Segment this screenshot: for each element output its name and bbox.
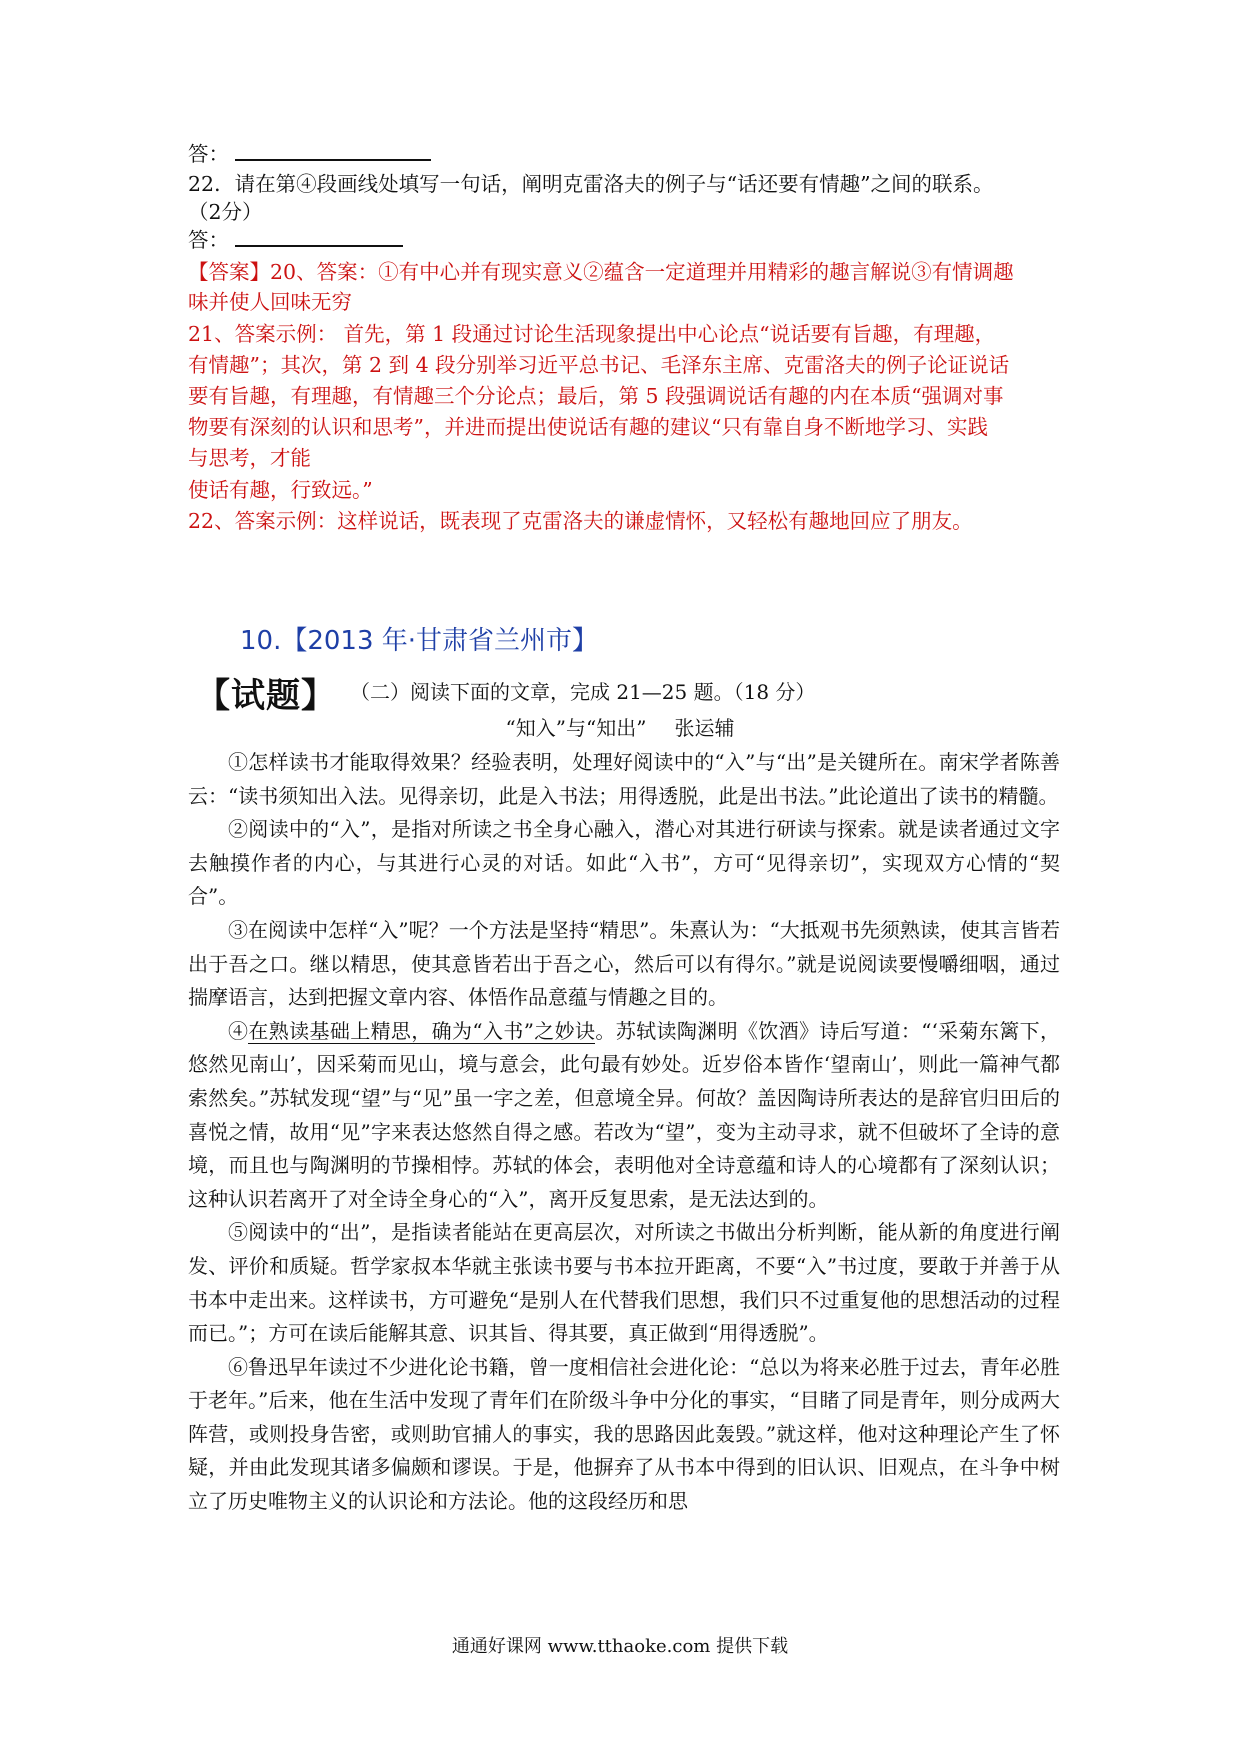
answer-text-line: 【答案】20、答案：①有中心并有现实意义②蕴含一定道理并用精彩的趣言解说③有情调趣	[188, 260, 1014, 284]
underlined-sentence: 在熟读基础上精思，确为“入书”之妙诀	[248, 1018, 596, 1043]
paragraph-4	[188, 1015, 1060, 1217]
article-title-text: “知入”与“知出”	[505, 716, 647, 740]
answer-blank	[235, 245, 403, 247]
answer-text-line: 有情趣”；其次，第 2 到 4 段分别举习近平总书记、毛泽东主席、克雷洛夫的例子论证说话	[188, 353, 1010, 377]
section-heading: 10.【2013 年·甘肃省兰州市】	[240, 626, 599, 656]
page-footer: 通通好课网 www.tthaoke.com 提供下载	[451, 1636, 789, 1657]
question-22: 22．请在第④段画线处填写一句话，阐明克雷洛夫的例子与“话还要有情趣”之间的联系。	[188, 172, 994, 196]
answer-text-line: 物要有深刻的认识和思考”，并进而提出使说话有趣的建议“只有靠自身不断地学习、实践	[188, 415, 988, 439]
answer-text-line: 与思考，才能	[188, 446, 311, 470]
paragraph-1: ①怎样读书才能取得效果？经验表明，处理好阅读中的“入”与“出”是关键所在。南宋学者陈善云：“读书须知出入法。见得亲切，此是入书法；用得透脱，此是出书法。”此论道出了读书的精髓。	[188, 750, 1060, 808]
paragraph-3: ③在阅读中怎样“入”呢？一个方法是坚持“精思”。朱熹认为：“大抵观书先须熟读，使其言皆若出于吾之口。继以精思，使其意皆若出于吾之心，然后可以有得尔。”就是说阅读要慢嚼细咽，通过揣摩语言，达到把握文章内容、体悟作品意蕴与情趣之目的。	[188, 917, 1060, 1010]
reading-instructions: （二）阅读下面的文章，完成 21—25 题。（18 分）	[350, 680, 816, 704]
answer-text-line: 22、答案示例：这样说话，既表现了克雷洛夫的谦虚情怀，又轻松有趣地回应了朋友。	[188, 509, 973, 533]
answer-text-line: 21、答案示例： 首先，第 1 段通过讨论生活现象提出中心论点“说话要有旨趣，有理趣，	[188, 322, 996, 346]
paragraph-2: ②阅读中的“入”，是指对所读之书全身心融入，潜心对其进行研读与探索。就是读者通过文字去触摸作者的内心，与其进行心灵的对话。如此“入书”，方可“见得亲切”，实现双方心情的“契合”。	[188, 817, 1060, 909]
paragraph-5: ⑤阅读中的“出”，是指读者能站在更高层次，对所读之书做出分析判断，能从新的角度进行阐发、评价和质疑。哲学家叔本华就主张读书要与书本拉开距离，不要“入”书过度，要敢于并善于从书本中走出来。这样读书，方可避免“是别人在代替我们思想，我们只不过重复他的思想活动的过程而已。”；方可在读后能解其意、识其旨、得其要，真正做到“用得透脱”。	[188, 1220, 1060, 1346]
answer-text-line: 味并使人回味无穷	[188, 290, 352, 314]
article-author: 张运辅	[674, 716, 735, 740]
paragraph-4-number: ④	[228, 1018, 249, 1043]
answer-blank	[235, 159, 431, 161]
question-22-score: （2分）	[188, 200, 263, 224]
paragraph-4-rest: 。苏轼读陶渊明《饮酒》诗后写道：“‘采菊东篱下，悠然见南山’，因采菊而见山，境与意会，此句最有妙处。近岁俗本皆作‘望南山’，则此一篇神气都索然矣。”苏轼发现“望”与“见”虽一字之差，但意境全异。何故？盖因陶诗所表达的是辞官归田后的喜悦之情，故用“见”字来表达悠然自得之感。若改为“望”，变为主动寻求，就不但破坏了全诗的意境，而且也与陶渊明的节操相悖。苏轼的体会，表明他对全诗意蕴和诗人的心境都有了深刻认识；这种认识若离开了对全诗全身心的“入”，离开反复思索，是无法达到的。	[188, 1018, 1060, 1211]
answer-line-1	[188, 138, 1060, 170]
article-body	[188, 746, 1060, 1519]
answer-label: 答：	[188, 142, 229, 166]
paragraph-6: ⑥鲁迅早年读过不少进化论书籍，曾一度相信社会进化论：“总以为将来必胜于过去，青年必胜于老年。”后来，他在生活中发现了青年们在阶级斗争中分化的事实，“目睹了同是青年，则分成两大阵营，或则投身告密，或则助官捕人的事实，我的思路因此轰毁。”就这样，他对这种理论产生了怀疑，并由此发现其诸多偏颇和谬误。于是，他摒弃了从书本中得到的旧认识、旧观点，在斗争中树立了历史唯物主义的认识论和方法论。他的这段经历和思	[188, 1354, 1060, 1514]
question-label: 【试题】	[196, 676, 336, 716]
answer-text-line: 使话有趣，行致远。”	[188, 478, 373, 502]
article-title	[0, 712, 1240, 741]
answer-line-2	[188, 224, 1060, 256]
answer-label: 答：	[188, 228, 229, 252]
answer-text-line: 要有旨趣，有理趣，有情趣三个分论点；最后，第 5 段强调说话有趣的内在本质“强调对事	[188, 384, 1004, 408]
